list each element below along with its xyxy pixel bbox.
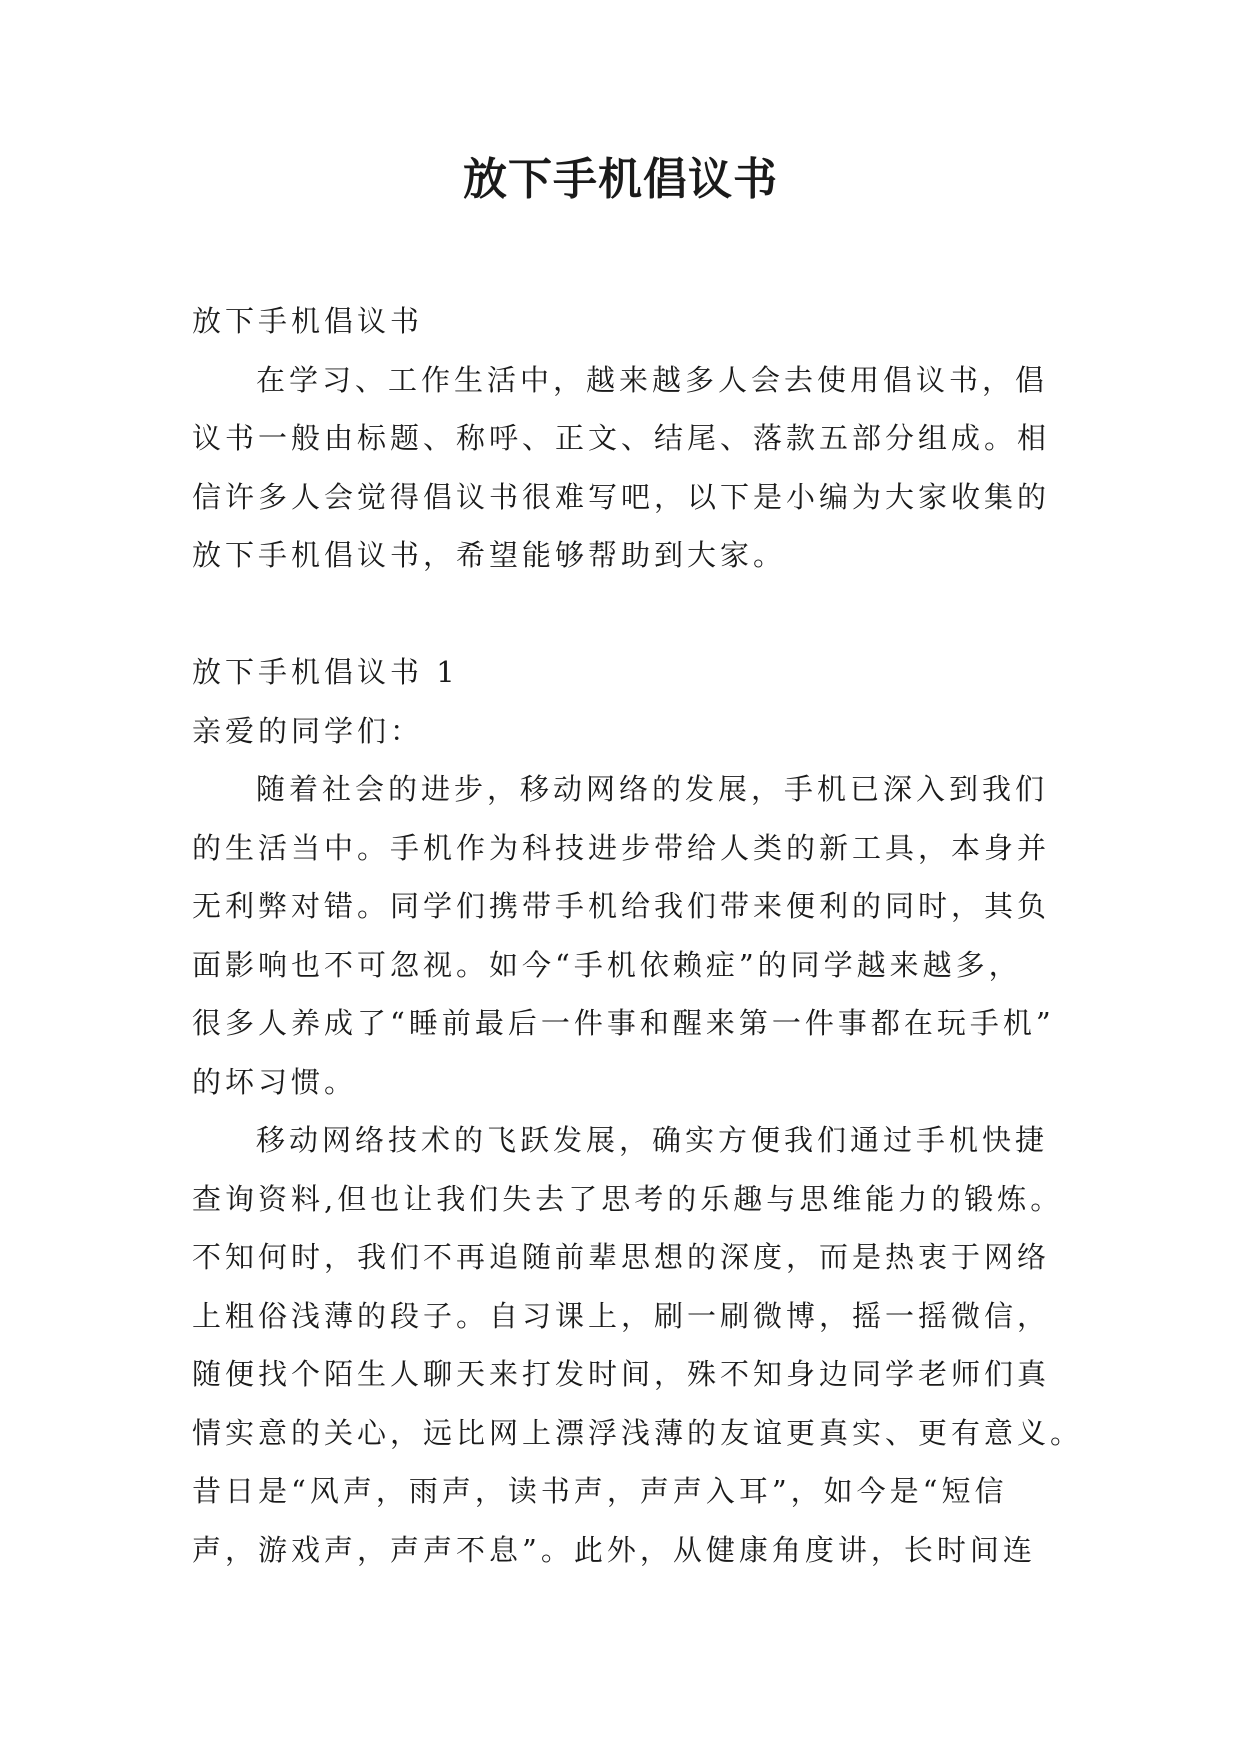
paragraph-line: 的坏习惯。 [192,1064,358,1099]
document-body [192,292,1084,1579]
paragraph-line: 随着社会的进步，移动网络的发展，手机已深入到我们 [256,772,1049,806]
paragraph-line: 上粗俗浅薄的段子。自习课上，刷一刷微博，摇一摇微信， [192,1298,1051,1333]
body-paragraph-2 [192,1111,1084,1579]
intro-paragraph [192,351,1052,585]
intro-line: 信许多人会觉得倡议书很难写吧，以下是小编为大家收集的 [192,479,1051,514]
paragraph-line: 不知何时，我们不再追随前辈思想的深度，而是热衷于网络 [192,1240,1051,1274]
paragraph-line: 声，游戏声，声声不息”。此外，从健康角度讲，长时间连 [192,1532,1036,1567]
body-paragraph-1 [192,760,1055,1111]
intro-line: 放下手机倡议书，希望能够帮助到大家。 [192,538,787,572]
intro-line: 在学习、工作生活中，越来越多人会去使用倡议书，倡 [256,362,1049,397]
paragraph-line: 昔日是“风声，雨声，读书声，声声入耳”，如今是“短信 [192,1474,1008,1508]
paragraph-line: 移动网络技术的飞跃发展，确实方便我们通过手机快捷 [256,1123,1049,1157]
paragraph-line: 随便找个陌生人聊天来打发时间，殊不知身边同学老师们真 [192,1357,1051,1391]
intro-line: 议书一般由标题、称呼、正文、结尾、落款五部分组成。相 [192,421,1051,455]
document-subtitle: 放下手机倡议书 [192,304,424,338]
paragraph-line: 无利弊对错。同学们携带手机给我们带来便利的同时，其负 [192,889,1051,923]
paragraph-line: 情实意的关心，远比网上漂浮浅薄的友谊更真实、更有意义。 [192,1415,1084,1450]
section-heading: 放下手机倡议书 1 [192,655,459,689]
salutation: 亲爱的同学们： [192,713,424,748]
paragraph-line: 面影响也不可忽视。如今“手机依赖症”的同学越来越多， [192,947,1022,982]
document-title: 放下手机倡议书 [463,154,778,205]
paragraph-gap [192,585,1052,644]
paragraph-line: 很多人养成了“睡前最后一件事和醒来第一件事都在玩手机” [192,1006,1055,1040]
paragraph-line: 查询资料,但也让我们失去了思考的乐趣与思维能力的锻炼。 [192,1181,1064,1216]
paragraph-line: 的生活当中。手机作为科技进步带给人类的新工具，本身并 [192,830,1051,865]
